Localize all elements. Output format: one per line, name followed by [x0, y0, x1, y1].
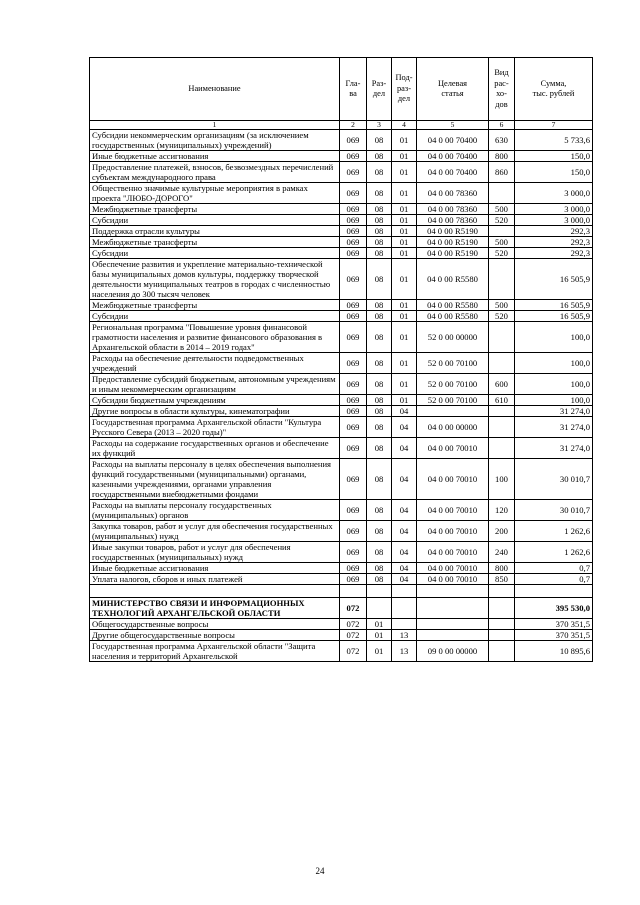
cell-section: 01 — [367, 630, 392, 641]
cell-exptype: 610 — [489, 395, 515, 406]
cell-target: 04 0 00 70010 — [417, 438, 489, 459]
cell-target: 04 0 00 70010 — [417, 574, 489, 585]
table-row — [90, 574, 593, 585]
cell-chapter: 069 — [340, 237, 367, 248]
table-row — [90, 598, 593, 619]
cell-name: Иные закупки товаров, работ и услуг для обеспечения государственных (муниципальных) нужд — [90, 542, 340, 563]
cell-name: Субсидии бюджетным учреждениям — [90, 395, 340, 406]
cell-section: 08 — [367, 353, 392, 374]
table-row — [90, 226, 593, 237]
spacer-row — [90, 585, 593, 598]
cell-name — [90, 585, 340, 598]
cell-amount: 31 274,0 — [515, 438, 593, 459]
cell-amount: 16 505,9 — [515, 259, 593, 300]
cell-target: 04 0 00 70010 — [417, 500, 489, 521]
table-row — [90, 311, 593, 322]
cell-exptype — [489, 585, 515, 598]
cell-chapter: 069 — [340, 130, 367, 151]
header-exptype: Вид рас- хо- дов — [489, 58, 515, 121]
cell-subsection: 01 — [392, 322, 417, 353]
cell-exptype — [489, 598, 515, 619]
table-row — [90, 619, 593, 630]
cell-subsection: 01 — [392, 353, 417, 374]
cell-subsection: 04 — [392, 563, 417, 574]
cell-subsection: 01 — [392, 300, 417, 311]
cell-chapter: 069 — [340, 311, 367, 322]
cell-exptype — [489, 183, 515, 204]
cell-exptype: 520 — [489, 248, 515, 259]
cell-chapter: 069 — [340, 300, 367, 311]
cell-chapter: 069 — [340, 162, 367, 183]
header-name: Наименование — [90, 58, 340, 121]
cell-section: 08 — [367, 563, 392, 574]
cell-name: Общественно значимые культурные мероприятия в рамках проекта "ЛЮБО-ДОРОГО" — [90, 183, 340, 204]
cell-subsection: 04 — [392, 438, 417, 459]
cell-name: Государственная программа Архангельской области "Защита населения и территорий Архангельской — [90, 641, 340, 662]
cell-name: Уплата налогов, сборов и иных платежей — [90, 574, 340, 585]
cell-target — [417, 630, 489, 641]
cell-subsection: 04 — [392, 417, 417, 438]
cell-section: 08 — [367, 542, 392, 563]
page-number: 24 — [315, 866, 325, 876]
table-row — [90, 563, 593, 574]
cell-chapter: 069 — [340, 183, 367, 204]
cell-exptype: 200 — [489, 521, 515, 542]
cell-exptype — [489, 353, 515, 374]
cell-target: 52 0 00 00000 — [417, 322, 489, 353]
cell-name: Региональная программа "Повышение уровня финансовой грамотности населения и развитие финансового образования в Архангельской области в 2014 – 2019 годах" — [90, 322, 340, 353]
cell-chapter: 072 — [340, 641, 367, 662]
cell-subsection — [392, 619, 417, 630]
table-row — [90, 183, 593, 204]
cell-subsection: 04 — [392, 574, 417, 585]
cell-section: 08 — [367, 438, 392, 459]
cell-exptype — [489, 417, 515, 438]
cell-amount: 292,3 — [515, 248, 593, 259]
cell-section: 08 — [367, 500, 392, 521]
table-row — [90, 259, 593, 300]
cell-section: 08 — [367, 248, 392, 259]
cell-amount: 1 262,6 — [515, 521, 593, 542]
column-number: 1 — [90, 121, 340, 130]
cell-name: Расходы на обеспечение деятельности подведомственных учреждений — [90, 353, 340, 374]
cell-exptype — [489, 259, 515, 300]
cell-target: 04 0 00 78360 — [417, 215, 489, 226]
cell-amount: 370 351,5 — [515, 619, 593, 630]
cell-exptype — [489, 630, 515, 641]
cell-section: 08 — [367, 130, 392, 151]
table-row — [90, 237, 593, 248]
table-row — [90, 542, 593, 563]
cell-exptype: 100 — [489, 459, 515, 500]
table-row — [90, 521, 593, 542]
cell-subsection: 13 — [392, 630, 417, 641]
cell-name: Общегосударственные вопросы — [90, 619, 340, 630]
cell-name: Субсидии — [90, 311, 340, 322]
column-number: 7 — [515, 121, 593, 130]
cell-target: 04 0 00 R5580 — [417, 259, 489, 300]
cell-subsection: 13 — [392, 641, 417, 662]
cell-exptype: 500 — [489, 237, 515, 248]
cell-subsection — [392, 598, 417, 619]
cell-target: 04 0 00 R5190 — [417, 248, 489, 259]
column-number: 4 — [392, 121, 417, 130]
table-row — [90, 215, 593, 226]
cell-section: 08 — [367, 322, 392, 353]
cell-amount: 100,0 — [515, 353, 593, 374]
cell-subsection: 01 — [392, 151, 417, 162]
cell-chapter: 069 — [340, 500, 367, 521]
table-row — [90, 500, 593, 521]
table-row — [90, 374, 593, 395]
cell-subsection: 01 — [392, 130, 417, 151]
table-header-row — [90, 58, 593, 121]
cell-exptype: 800 — [489, 563, 515, 574]
table-row — [90, 438, 593, 459]
cell-chapter: 069 — [340, 374, 367, 395]
cell-name: Иные бюджетные ассигнования — [90, 151, 340, 162]
cell-subsection: 01 — [392, 204, 417, 215]
cell-chapter: 072 — [340, 619, 367, 630]
table-row — [90, 248, 593, 259]
cell-name: Межбюджетные трансферты — [90, 204, 340, 215]
cell-amount: 3 000,0 — [515, 215, 593, 226]
cell-target: 52 0 00 70100 — [417, 353, 489, 374]
cell-amount: 16 505,9 — [515, 311, 593, 322]
cell-section: 08 — [367, 311, 392, 322]
cell-subsection: 01 — [392, 237, 417, 248]
cell-name: МИНИСТЕРСТВО СВЯЗИ И ИНФОРМАЦИОННЫХ ТЕХНОЛОГИЙ АРХАНГЕЛЬСКОЙ ОБЛАСТИ — [90, 598, 340, 619]
column-number-row — [90, 121, 593, 130]
budget-table — [89, 57, 593, 662]
table-row — [90, 162, 593, 183]
cell-section: 08 — [367, 574, 392, 585]
cell-chapter: 069 — [340, 417, 367, 438]
cell-chapter: 069 — [340, 215, 367, 226]
cell-exptype — [489, 226, 515, 237]
cell-subsection: 01 — [392, 183, 417, 204]
cell-subsection: 01 — [392, 395, 417, 406]
cell-section: 08 — [367, 162, 392, 183]
cell-target — [417, 598, 489, 619]
cell-exptype — [489, 438, 515, 459]
cell-chapter: 069 — [340, 353, 367, 374]
cell-section: 08 — [367, 259, 392, 300]
cell-amount: 5 733,6 — [515, 130, 593, 151]
table-row — [90, 630, 593, 641]
cell-section: 08 — [367, 395, 392, 406]
cell-exptype: 860 — [489, 162, 515, 183]
cell-exptype — [489, 406, 515, 417]
cell-name: Межбюджетные трансферты — [90, 237, 340, 248]
table-row — [90, 417, 593, 438]
cell-chapter: 069 — [340, 204, 367, 215]
cell-name: Субсидии — [90, 248, 340, 259]
header-section: Раз- дел — [367, 58, 392, 121]
cell-subsection: 01 — [392, 226, 417, 237]
cell-section — [367, 585, 392, 598]
table-row — [90, 322, 593, 353]
cell-target: 04 0 00 70010 — [417, 563, 489, 574]
cell-amount: 292,3 — [515, 237, 593, 248]
cell-section: 08 — [367, 300, 392, 311]
cell-chapter: 069 — [340, 563, 367, 574]
cell-section: 08 — [367, 374, 392, 395]
cell-exptype — [489, 619, 515, 630]
cell-amount — [515, 585, 593, 598]
table-row — [90, 459, 593, 500]
cell-amount: 16 505,9 — [515, 300, 593, 311]
cell-section: 08 — [367, 417, 392, 438]
cell-amount: 0,7 — [515, 574, 593, 585]
cell-target: 52 0 00 70100 — [417, 395, 489, 406]
cell-exptype — [489, 322, 515, 353]
cell-exptype: 850 — [489, 574, 515, 585]
cell-exptype: 520 — [489, 311, 515, 322]
cell-target: 04 0 00 00000 — [417, 417, 489, 438]
cell-target: 52 0 00 70100 — [417, 374, 489, 395]
cell-name: Другие вопросы в области культуры, кинематографии — [90, 406, 340, 417]
cell-amount: 31 274,0 — [515, 417, 593, 438]
table-row — [90, 204, 593, 215]
cell-exptype: 630 — [489, 130, 515, 151]
cell-name: Расходы на выплаты персоналу государственных (муниципальных) органов — [90, 500, 340, 521]
cell-chapter: 069 — [340, 459, 367, 500]
cell-amount: 395 530,0 — [515, 598, 593, 619]
cell-amount: 3 000,0 — [515, 183, 593, 204]
cell-chapter: 072 — [340, 598, 367, 619]
cell-target: 04 0 00 78360 — [417, 183, 489, 204]
cell-section: 08 — [367, 459, 392, 500]
cell-subsection: 01 — [392, 311, 417, 322]
cell-target: 04 0 00 R5190 — [417, 237, 489, 248]
cell-subsection: 01 — [392, 259, 417, 300]
cell-amount: 1 262,6 — [515, 542, 593, 563]
cell-chapter: 069 — [340, 322, 367, 353]
cell-exptype: 120 — [489, 500, 515, 521]
header-subsection: Под- раз- дел — [392, 58, 417, 121]
cell-section: 08 — [367, 406, 392, 417]
table-row — [90, 353, 593, 374]
cell-amount: 31 274,0 — [515, 406, 593, 417]
cell-subsection: 04 — [392, 406, 417, 417]
cell-target: 04 0 00 70400 — [417, 130, 489, 151]
cell-target — [417, 406, 489, 417]
cell-target — [417, 585, 489, 598]
cell-amount: 30 010,7 — [515, 500, 593, 521]
cell-name: Субсидии — [90, 215, 340, 226]
cell-chapter: 069 — [340, 226, 367, 237]
cell-exptype: 600 — [489, 374, 515, 395]
cell-name: Закупка товаров, работ и услуг для обеспечения государственных (муниципальных) нужд — [90, 521, 340, 542]
cell-chapter: 069 — [340, 151, 367, 162]
cell-target: 04 0 00 70400 — [417, 151, 489, 162]
cell-name: Расходы на выплаты персоналу в целях обеспечения выполнения функций государственными (муниципальными) органами, казенными учреждениями, органами управления государственными внебюджетными фондами — [90, 459, 340, 500]
cell-name: Субсидии некоммерческим организациям (за исключением государственных (муниципальных) учреждений) — [90, 130, 340, 151]
header-amount: Сумма, тыс. рублей — [515, 58, 593, 121]
cell-exptype: 500 — [489, 300, 515, 311]
table-row — [90, 300, 593, 311]
cell-exptype: 500 — [489, 204, 515, 215]
cell-subsection: 04 — [392, 459, 417, 500]
cell-amount: 150,0 — [515, 151, 593, 162]
cell-name: Иные бюджетные ассигнования — [90, 563, 340, 574]
table-row — [90, 395, 593, 406]
table-row — [90, 406, 593, 417]
cell-amount: 100,0 — [515, 322, 593, 353]
column-number: 5 — [417, 121, 489, 130]
header-chapter: Гла- ва — [340, 58, 367, 121]
cell-amount: 292,3 — [515, 226, 593, 237]
cell-section: 01 — [367, 619, 392, 630]
cell-chapter: 069 — [340, 395, 367, 406]
cell-target: 04 0 00 70010 — [417, 459, 489, 500]
cell-section — [367, 598, 392, 619]
cell-subsection: 01 — [392, 248, 417, 259]
cell-name: Другие общегосударственные вопросы — [90, 630, 340, 641]
cell-subsection: 01 — [392, 374, 417, 395]
cell-target — [417, 619, 489, 630]
cell-target: 04 0 00 70400 — [417, 162, 489, 183]
cell-exptype — [489, 641, 515, 662]
cell-name: Обеспечение развития и укрепление материально-технической базы муниципальных домов культуры, поддержку творческой деятельности муниципальных театров в городах с численностью населения до 300 тысяч человек — [90, 259, 340, 300]
cell-name: Государственная программа Архангельской области "Культура Русского Севера (2013 – 2020 годы)" — [90, 417, 340, 438]
cell-amount: 0,7 — [515, 563, 593, 574]
cell-name: Межбюджетные трансферты — [90, 300, 340, 311]
cell-subsection — [392, 585, 417, 598]
cell-target: 04 0 00 78360 — [417, 204, 489, 215]
cell-chapter: 069 — [340, 574, 367, 585]
cell-chapter — [340, 585, 367, 598]
cell-amount: 30 010,7 — [515, 459, 593, 500]
cell-chapter: 069 — [340, 521, 367, 542]
cell-name: Поддержка отрасли культуры — [90, 226, 340, 237]
table-row — [90, 151, 593, 162]
cell-target: 09 0 00 00000 — [417, 641, 489, 662]
cell-chapter: 069 — [340, 259, 367, 300]
cell-target: 04 0 00 70010 — [417, 542, 489, 563]
cell-amount: 100,0 — [515, 395, 593, 406]
cell-subsection: 01 — [392, 215, 417, 226]
cell-target: 04 0 00 R5580 — [417, 300, 489, 311]
cell-chapter: 069 — [340, 406, 367, 417]
cell-target: 04 0 00 R5190 — [417, 226, 489, 237]
cell-section: 08 — [367, 204, 392, 215]
cell-amount: 100,0 — [515, 374, 593, 395]
cell-name: Предоставление субсидий бюджетным, автономным учреждениям и иным некоммерческим организациям — [90, 374, 340, 395]
cell-subsection: 04 — [392, 542, 417, 563]
cell-section: 08 — [367, 151, 392, 162]
cell-subsection: 04 — [392, 500, 417, 521]
column-number: 2 — [340, 121, 367, 130]
table-body — [90, 130, 593, 662]
cell-section: 08 — [367, 226, 392, 237]
cell-amount: 10 895,6 — [515, 641, 593, 662]
cell-exptype: 800 — [489, 151, 515, 162]
cell-exptype: 240 — [489, 542, 515, 563]
cell-name: Расходы на содержание государственных органов и обеспечение их функций — [90, 438, 340, 459]
cell-exptype: 520 — [489, 215, 515, 226]
cell-section: 08 — [367, 237, 392, 248]
cell-target: 04 0 00 70010 — [417, 521, 489, 542]
cell-section: 08 — [367, 215, 392, 226]
cell-section: 08 — [367, 183, 392, 204]
cell-name: Предоставление платежей, взносов, безвозмездных перечислений субъектам международного права — [90, 162, 340, 183]
cell-chapter: 069 — [340, 438, 367, 459]
cell-amount: 370 351,5 — [515, 630, 593, 641]
cell-chapter: 072 — [340, 630, 367, 641]
cell-section: 01 — [367, 641, 392, 662]
cell-chapter: 069 — [340, 542, 367, 563]
cell-target: 04 0 00 R5580 — [417, 311, 489, 322]
table-row — [90, 641, 593, 662]
header-target: Целевая статья — [417, 58, 489, 121]
cell-amount: 150,0 — [515, 162, 593, 183]
cell-subsection: 04 — [392, 521, 417, 542]
cell-chapter: 069 — [340, 248, 367, 259]
column-number: 3 — [367, 121, 392, 130]
cell-section: 08 — [367, 521, 392, 542]
column-number: 6 — [489, 121, 515, 130]
table-row — [90, 130, 593, 151]
cell-amount: 3 000,0 — [515, 204, 593, 215]
cell-subsection: 01 — [392, 162, 417, 183]
